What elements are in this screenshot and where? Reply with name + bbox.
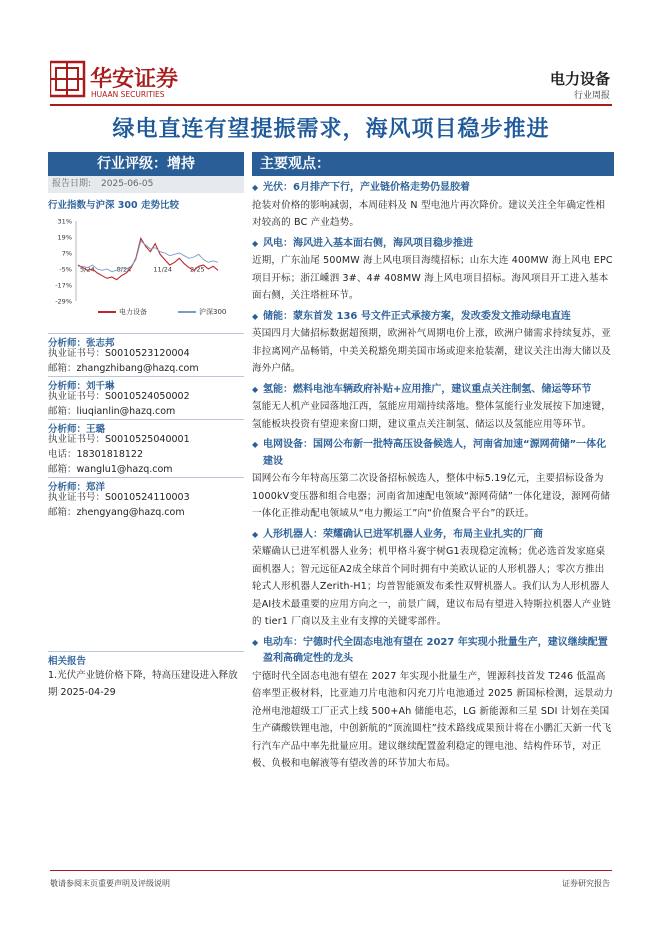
view-point-heading — [252, 635, 614, 668]
analyst-name: 分析师：王璐 — [48, 419, 244, 433]
contact-value[interactable]: wanglu1@hazq.com — [76, 463, 173, 475]
chart-svg — [48, 215, 244, 307]
view-point-title: 风电：海风进入基本面右侧，海风项目稳步推进 — [263, 237, 473, 249]
legend-item-hs300 — [178, 307, 226, 317]
view-point-body: 国网公布今年特高压第二次设备招标候选人，整体中标5.19亿元，主要招标设备为1000kV变压器和组合电器；河南省加速配电领域“源网荷储”一体化建设，源网荷储一体化正推动配电领域从“电力搬运工”向“价值聚合平台”的跃迁。 — [252, 473, 611, 519]
view-point-body: 宁德时代全固态电池有望在 2027 年实现小批量生产，锂源科技首发 T246 低温高倍率型正极材料，比亚迪刀片电池和闪充刀片电池通过 2025 新国标检测，远景动力沧州电池超级工厂正式上线 500+Ah 储能电芯，LG 新能源和三星 SDI 计划在美国生产磷酸铁锂电池，中创新航的“顶流圆柱”技术路线成果预计将在小鹏汇天新一代飞行汽车产品中率先批量应用。建议继续配置盈利稳定的锂电池、结构件环节，对正极、负极和电解液等有望改善的环节加大布局。 — [252, 670, 614, 769]
report-date-label: 报告日期: — [52, 179, 92, 189]
sector-label: 电力设备 — [549, 70, 610, 88]
x-tick-label: 5/24 — [80, 265, 95, 274]
industry-rating: 行业评级：增持 — [48, 152, 244, 176]
view-point — [252, 309, 614, 378]
legend-swatch-sector — [98, 311, 116, 313]
view-point-heading — [252, 527, 614, 544]
bullet-icon: ◆ — [252, 238, 259, 248]
view-point-heading — [252, 309, 614, 326]
y-tick-label: -5% — [59, 265, 72, 274]
view-point-heading — [252, 437, 614, 470]
contact-key: 执业证书号： — [48, 391, 106, 403]
company-logo — [50, 60, 200, 100]
contact-value: S0010525040001 — [105, 434, 190, 446]
related-report-item[interactable]: 1.光伏产业链价格下降，特高压建设进入释放期 2025-04-29 — [48, 670, 238, 698]
view-point — [252, 635, 614, 773]
view-point-title: 电网设备：国网公布新一批特高压设备候选人，河南省加速“源网荷储”一体化建设 — [263, 439, 607, 467]
report-date-value: 2025-06-05 — [101, 179, 154, 189]
view-point — [252, 527, 614, 631]
left-sidebar — [48, 152, 244, 319]
view-point-heading — [252, 180, 614, 197]
bullet-icon: ◆ — [252, 384, 259, 394]
view-point-body: 英国四月大储招标数据超预期，欧洲补气周期电价上涨，欧洲户储需求持续复苏，亚非拉离网产品畅销，中美关税豁免期美国市场或迎来抢装潮，建议关注出海大储以及海外户储。 — [252, 328, 611, 374]
contact-value[interactable]: zhangzhibang@hazq.com — [76, 362, 199, 374]
contact-key: 邮箱： — [48, 362, 77, 374]
view-point-body: 氢能无人机产业园落地江西，氢能应用端持续落地。整体氢能行业发展按下加速键，氢能板块投资有望迎来窗口期，建议重点关注制氢、储运以及氢能应用等环节。 — [252, 401, 611, 430]
footer-divider — [50, 870, 612, 871]
view-point — [252, 180, 614, 232]
contact-value[interactable]: zhengyang@hazq.com — [76, 506, 185, 518]
analyst-contact-line — [48, 433, 244, 448]
main-views-heading: 主要观点： — [252, 152, 614, 176]
y-tick-label: 19% — [57, 233, 72, 242]
view-points — [252, 180, 614, 773]
analyst-contact-line — [48, 506, 244, 521]
logo-cn-text: 华安证券 — [90, 66, 179, 92]
report-date-row — [48, 176, 244, 193]
index-comparison-chart — [48, 215, 244, 319]
analyst-name: 分析师：刘千琳 — [48, 376, 244, 390]
contact-key: 执业证书号： — [48, 348, 106, 359]
bullet-icon: ◆ — [252, 183, 259, 192]
analyst-list — [48, 333, 244, 520]
contact-key: 执业证书号： — [48, 492, 106, 504]
contact-key: 电话： — [48, 448, 77, 460]
contact-value[interactable]: liuqianlin@hazq.com — [76, 405, 176, 417]
y-tick-label: -17% — [55, 281, 72, 290]
logo-en-text: HUAAN SECURITIES — [91, 90, 165, 99]
contact-key: 邮箱： — [48, 506, 77, 518]
footer-disclaimer: 敬请参阅末页重要声明及评级说明 — [50, 879, 170, 888]
contact-value: S0010523120004 — [105, 348, 190, 359]
contact-value: S0010524110003 — [105, 492, 190, 504]
legend-swatch-hs300 — [178, 311, 196, 313]
view-point-title: 光伏：6月排产下行，产业链价格走势仍显胶着 — [263, 182, 470, 193]
contact-key: 邮箱： — [48, 405, 77, 417]
view-point-body: 荣耀确认已进军机器人业务；机甲格斗赛宇树G1表现稳定流畅；优必选首发家庭桌面机器人；智元远征A2成全球首个同时拥有中美欧认证的人形机器人；零次方推出轮式人形机器人Zerith-H1；均普智能颁发布柔性双臂机器人。我们认为人形机器人是AI技术最重要的应用方向之一，前景广阔，建议布局有望进入特斯拉机器人产业链的 tier1 厂商以及主业有支撑的关键零部件。 — [252, 546, 611, 627]
view-point-title: 电动车：宁德时代全固态电池有望在 2027 年实现小批量生产，建议继续配置盈利高确定性的龙头 — [263, 636, 608, 664]
footer-report-label: 证券研究报告 — [562, 879, 610, 888]
view-point-heading — [252, 382, 614, 399]
contact-value: 18301818122 — [76, 448, 144, 460]
analyst-contact-line — [48, 405, 244, 420]
view-point — [252, 437, 614, 523]
chart-title: 行业指数与沪深 300 走势比较 — [48, 200, 179, 211]
logo-seal-icon — [50, 60, 200, 100]
analyst-contact-line — [48, 362, 244, 377]
header-divider — [50, 104, 612, 106]
x-tick-label: 2/25 — [190, 265, 205, 274]
analyst-name: 分析师：郑洋 — [48, 477, 244, 491]
bullet-icon: ◆ — [252, 529, 259, 539]
report-title: 绿电直连有望提振需求，海风项目稳步推进 — [112, 117, 550, 142]
y-tick-label: 7% — [61, 249, 72, 258]
view-point-body: 近期，广东汕尾 500MW 海上风电项目海缆招标；山东大连 400MW 海上风电 EPC 项目开标；浙江嵊泗 3#、4# 408MW 海上风电项目招标。海风项目开工进入基本面右侧，关注塔桩环节。 — [252, 255, 613, 301]
view-point — [252, 382, 614, 434]
analyst-name: 分析师：张志邦 — [48, 333, 244, 347]
related-reports — [48, 651, 244, 701]
bullet-icon: ◆ — [252, 637, 259, 647]
x-tick-label: 11/24 — [153, 265, 173, 274]
analyst-contact-line — [48, 491, 244, 506]
view-point-title: 储能：蒙东首发 136 号文件正式承接方案，发改委发文推动绿电直连 — [263, 310, 571, 322]
contact-key: 邮箱： — [48, 463, 77, 475]
report-type-label: 行业周报 — [573, 91, 610, 101]
analyst-contact-line — [48, 347, 244, 362]
related-reports-heading: 相关报告 — [48, 651, 244, 667]
bullet-icon: ◆ — [252, 311, 259, 321]
view-point — [252, 236, 614, 305]
analyst-contact-line — [48, 390, 244, 405]
contact-key: 执业证书号： — [48, 434, 106, 446]
contact-value: S0010524050002 — [105, 391, 190, 403]
legend-label-hs300: 沪深300 — [199, 308, 227, 316]
x-tick-label: 8/24 — [116, 265, 132, 274]
view-point-body: 抢装对价格的影响减弱，本周硅料及 N 型电池片再次降价。建议关注全年确定性相对较高的 BC 产业趋势。 — [252, 199, 606, 228]
view-point-title: 氢能：燃料电池车辆政府补贴+应用推广，建议重点关注制氢、储运等环节 — [263, 383, 592, 395]
y-tick-label: 31% — [57, 217, 72, 226]
view-point-title: 人形机器人：荣耀确认已进军机器人业务，布局主业扎实的厂商 — [263, 528, 543, 540]
legend-label-sector: 电力设备 — [119, 308, 147, 316]
view-point-heading — [252, 236, 614, 253]
analyst-contact-line — [48, 448, 244, 463]
y-tick-label: -29% — [55, 297, 72, 306]
bullet-icon: ◆ — [252, 440, 259, 449]
main-views — [252, 152, 614, 773]
legend-item-sector — [98, 307, 147, 317]
analyst-contact-line — [48, 463, 244, 478]
